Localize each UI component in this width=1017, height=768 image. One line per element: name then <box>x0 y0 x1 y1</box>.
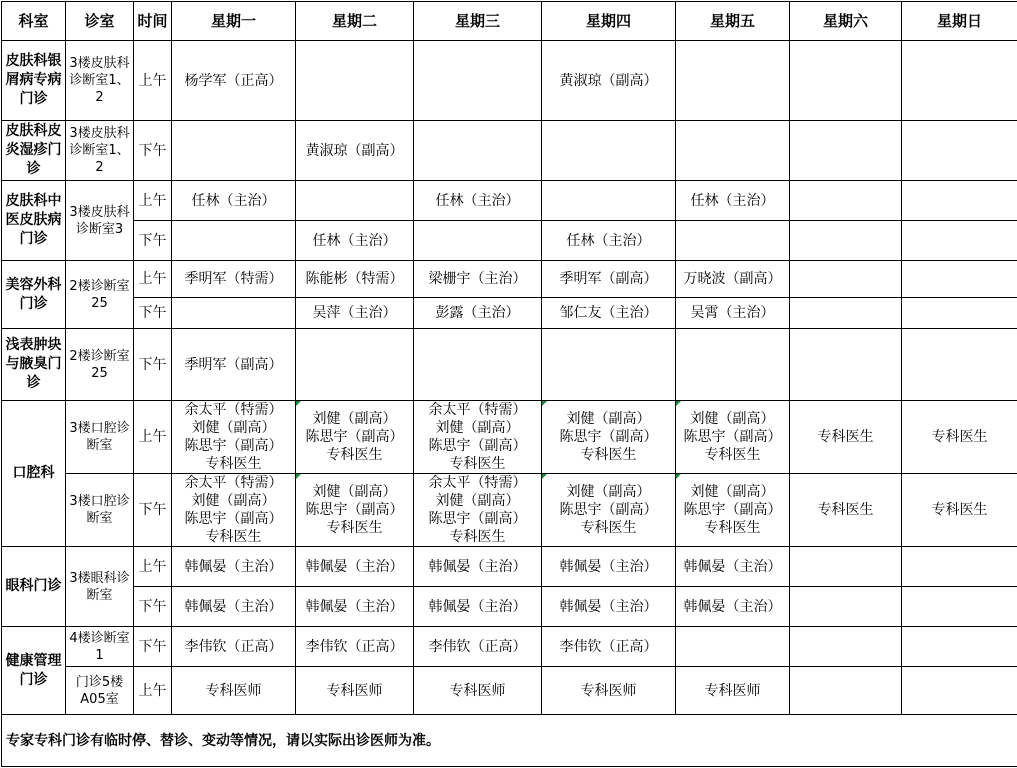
schedule-cell: 任林（主治） <box>414 181 542 221</box>
table-row <box>2 627 1017 667</box>
table-row <box>2 181 1017 221</box>
time-slot: 上午 <box>134 41 172 121</box>
schedule-cell: 黄淑琼（副高） <box>542 41 676 121</box>
table-row <box>2 401 1017 474</box>
schedule-cell <box>902 627 1017 667</box>
header-friday: 星期五 <box>676 2 790 41</box>
doctor-entry: 刘健（副高） <box>435 420 520 436</box>
doctor-entry: 陈思宇（副高） <box>184 438 283 454</box>
table-row <box>2 221 1017 261</box>
schedule-cell: 吴萍（主治） <box>296 298 414 329</box>
doctor-entry: 刘健（副高） <box>566 411 651 427</box>
schedule-cell: 李伟钦（正高） <box>296 627 414 667</box>
schedule-cell <box>676 41 790 121</box>
schedule-cell <box>790 627 902 667</box>
schedule-cell <box>414 401 542 474</box>
dept-ophthalmology: 眼科门诊 <box>2 547 66 627</box>
schedule-cell: 李伟钦（正高） <box>542 627 676 667</box>
doctor-entry: 余太平（特需） <box>428 402 527 418</box>
table-row <box>2 587 1017 627</box>
doctor-entry: 专科医生 <box>580 520 637 536</box>
schedule-cell: 专科医师 <box>542 667 676 715</box>
note-row <box>2 715 1017 767</box>
clinic-schedule-table <box>1 1 1017 767</box>
schedule-cell: 邹仁友（主治） <box>542 298 676 329</box>
schedule-cell <box>542 401 676 474</box>
schedule-cell <box>790 587 902 627</box>
doctor-entry: 陈思宇（副高） <box>683 502 782 518</box>
schedule-cell: 专科医生 <box>902 474 1017 547</box>
dept-eczema: 皮肤科皮炎湿疹门诊 <box>2 121 66 181</box>
schedule-cell: 韩佩晏（主治） <box>296 587 414 627</box>
doctor-entry: 陈思宇（副高） <box>428 511 527 527</box>
doctor-entry: 专科医生 <box>326 447 383 463</box>
schedule-cell: 韩佩晏（主治） <box>414 587 542 627</box>
doctor-entry: 陈思宇（副高） <box>559 502 658 518</box>
schedule-cell <box>902 41 1017 121</box>
schedule-cell <box>414 329 542 401</box>
time-slot: 下午 <box>134 474 172 547</box>
schedule-cell <box>296 401 414 474</box>
schedule-cell <box>902 298 1017 329</box>
room-derm-1-2: 3楼皮肤科诊断室1、2 <box>66 121 134 181</box>
schedule-cell <box>902 121 1017 181</box>
schedule-cell <box>676 627 790 667</box>
doctor-entry: 刘健（副高） <box>435 493 520 509</box>
schedule-cell <box>676 121 790 181</box>
time-slot: 上午 <box>134 261 172 298</box>
doctor-entry: 刘健（副高） <box>191 420 276 436</box>
schedule-cell <box>790 547 902 587</box>
header-tuesday: 星期二 <box>296 2 414 41</box>
header-thursday: 星期四 <box>542 2 676 41</box>
schedule-cell <box>902 181 1017 221</box>
schedule-cell: 吴霄（主治） <box>676 298 790 329</box>
schedule-cell <box>790 298 902 329</box>
schedule-cell: 季明军（特需） <box>172 261 296 298</box>
room-25: 2楼诊断室25 <box>66 329 134 401</box>
doctor-entry: 余太平（特需） <box>184 475 283 491</box>
dept-dental: 口腔科 <box>2 401 66 547</box>
schedule-cell: 专科医师 <box>414 667 542 715</box>
schedule-cell <box>676 221 790 261</box>
doctor-entry: 专科医生 <box>580 447 637 463</box>
header-sunday: 星期日 <box>902 2 1017 41</box>
table-row <box>2 261 1017 298</box>
schedule-cell <box>414 41 542 121</box>
schedule-cell <box>790 261 902 298</box>
schedule-cell <box>542 121 676 181</box>
table-row <box>2 121 1017 181</box>
dept-cosmetic-surgery: 美容外科门诊 <box>2 261 66 329</box>
schedule-cell <box>172 121 296 181</box>
schedule-cell <box>542 474 676 547</box>
time-slot: 下午 <box>134 121 172 181</box>
table-row <box>2 474 1017 547</box>
table-row <box>2 547 1017 587</box>
schedule-cell: 黄淑琼（副高） <box>296 121 414 181</box>
schedule-cell: 李伟钦（正高） <box>172 627 296 667</box>
doctor-entry: 专科医生 <box>326 520 383 536</box>
schedule-cell <box>414 474 542 547</box>
time-slot: 上午 <box>134 547 172 587</box>
schedule-cell <box>172 401 296 474</box>
header-time: 时间 <box>134 2 172 41</box>
doctor-entry: 刘健（副高） <box>690 484 775 500</box>
schedule-cell: 季明军（副高） <box>172 329 296 401</box>
room-4f-1: 4楼诊断室1 <box>66 627 134 667</box>
schedule-cell: 专科医生 <box>790 474 902 547</box>
table-row <box>2 667 1017 715</box>
doctor-entry: 刘健（副高） <box>690 411 775 427</box>
schedule-cell <box>296 329 414 401</box>
doctor-entry: 专科医生 <box>704 447 761 463</box>
schedule-cell: 韩佩晏（主治） <box>676 587 790 627</box>
schedule-cell: 任林（主治） <box>296 221 414 261</box>
schedule-cell: 专科医生 <box>790 401 902 474</box>
doctor-entry: 陈思宇（副高） <box>559 429 658 445</box>
schedule-cell <box>414 221 542 261</box>
time-slot: 下午 <box>134 587 172 627</box>
schedule-cell <box>296 41 414 121</box>
schedule-cell <box>790 121 902 181</box>
schedule-cell <box>790 41 902 121</box>
doctor-entry: 刘健（副高） <box>312 411 397 427</box>
room-dental: 3楼口腔诊断室 <box>66 401 134 474</box>
room-eye: 3楼眼科诊断室 <box>66 547 134 627</box>
room-dental: 3楼口腔诊断室 <box>66 474 134 547</box>
doctor-entry: 刘健（副高） <box>191 493 276 509</box>
doctor-entry: 刘健（副高） <box>312 484 397 500</box>
dept-tcm-derm: 皮肤科中医皮肤病门诊 <box>2 181 66 261</box>
schedule-cell <box>902 329 1017 401</box>
schedule-cell: 韩佩晏（主治） <box>172 547 296 587</box>
schedule-cell: 专科医师 <box>676 667 790 715</box>
schedule-cell: 韩佩晏（主治） <box>296 547 414 587</box>
schedule-cell <box>296 181 414 221</box>
schedule-cell: 李伟钦（正高） <box>414 627 542 667</box>
doctor-entry: 陈思宇（副高） <box>305 502 404 518</box>
schedule-cell <box>172 221 296 261</box>
schedule-cell: 任林（主治） <box>172 181 296 221</box>
doctor-entry: 陈思宇（副高） <box>428 438 527 454</box>
schedule-cell <box>790 221 902 261</box>
schedule-cell: 专科医生 <box>902 401 1017 474</box>
header-saturday: 星期六 <box>790 2 902 41</box>
dept-health-management: 健康管理门诊 <box>2 627 66 715</box>
time-slot: 下午 <box>134 298 172 329</box>
schedule-cell <box>676 474 790 547</box>
schedule-cell <box>676 329 790 401</box>
schedule-cell: 彭露（主治） <box>414 298 542 329</box>
schedule-cell: 韩佩晏（主治） <box>676 547 790 587</box>
header-monday: 星期一 <box>172 2 296 41</box>
schedule-cell: 杨学军（正高） <box>172 41 296 121</box>
schedule-cell: 专科医师 <box>296 667 414 715</box>
schedule-cell <box>172 474 296 547</box>
schedule-cell <box>790 329 902 401</box>
schedule-cell <box>902 547 1017 587</box>
schedule-cell <box>296 474 414 547</box>
schedule-cell <box>542 181 676 221</box>
time-slot: 上午 <box>134 181 172 221</box>
time-slot: 下午 <box>134 221 172 261</box>
schedule-cell <box>790 181 902 221</box>
table-row <box>2 41 1017 121</box>
header-dept: 科室 <box>2 2 66 41</box>
doctor-entry: 余太平（特需） <box>184 402 283 418</box>
schedule-cell <box>676 401 790 474</box>
room-5f-a05: 门诊5楼A05室 <box>66 667 134 715</box>
schedule-cell <box>414 121 542 181</box>
doctor-entry: 专科医生 <box>205 529 262 545</box>
schedule-cell <box>902 261 1017 298</box>
schedule-cell: 韩佩晏（主治） <box>542 547 676 587</box>
schedule-cell: 韩佩晏（主治） <box>172 587 296 627</box>
schedule-cell: 季明军（副高） <box>542 261 676 298</box>
header-wednesday: 星期三 <box>414 2 542 41</box>
time-slot: 上午 <box>134 401 172 474</box>
doctor-entry: 专科医生 <box>704 520 761 536</box>
table-row <box>2 298 1017 329</box>
room-derm-1-2: 3楼皮肤科诊断室1、2 <box>66 41 134 121</box>
schedule-cell <box>542 329 676 401</box>
doctor-entry: 刘健（副高） <box>566 484 651 500</box>
doctor-entry: 陈思宇（副高） <box>683 429 782 445</box>
schedule-cell: 任林（主治） <box>542 221 676 261</box>
schedule-cell: 韩佩晏（主治） <box>414 547 542 587</box>
room-25: 2楼诊断室25 <box>66 261 134 329</box>
header-row <box>2 2 1017 41</box>
schedule-cell <box>902 667 1017 715</box>
schedule-cell: 陈能彬（特需） <box>296 261 414 298</box>
time-slot: 下午 <box>134 329 172 401</box>
schedule-cell: 任林（主治） <box>676 181 790 221</box>
schedule-cell: 韩佩晏（主治） <box>542 587 676 627</box>
schedule-cell <box>790 667 902 715</box>
table-row <box>2 329 1017 401</box>
dept-superficial-mass: 浅表肿块与腋臭门诊 <box>2 329 66 401</box>
doctor-entry: 专科医生 <box>449 529 506 545</box>
schedule-cell: 梁栅宇（主治） <box>414 261 542 298</box>
doctor-entry: 陈思宇（副高） <box>184 511 283 527</box>
doctor-entry: 余太平（特需） <box>428 475 527 491</box>
schedule-cell: 万晓波（副高） <box>676 261 790 298</box>
doctor-entry: 专科医生 <box>449 456 506 472</box>
schedule-cell <box>172 298 296 329</box>
header-room: 诊室 <box>66 2 134 41</box>
time-slot: 下午 <box>134 627 172 667</box>
schedule-cell <box>902 587 1017 627</box>
doctor-entry: 专科医生 <box>205 456 262 472</box>
schedule-cell: 专科医师 <box>172 667 296 715</box>
time-slot: 上午 <box>134 667 172 715</box>
schedule-note: 专家专科门诊有临时停、替诊、变动等情况，请以实际出诊医师为准。 <box>2 715 1017 767</box>
dept-psoriasis: 皮肤科银屑病专病门诊 <box>2 41 66 121</box>
schedule-cell <box>902 221 1017 261</box>
room-derm-3: 3楼皮肤科诊断室3 <box>66 181 134 261</box>
doctor-entry: 陈思宇（副高） <box>305 429 404 445</box>
